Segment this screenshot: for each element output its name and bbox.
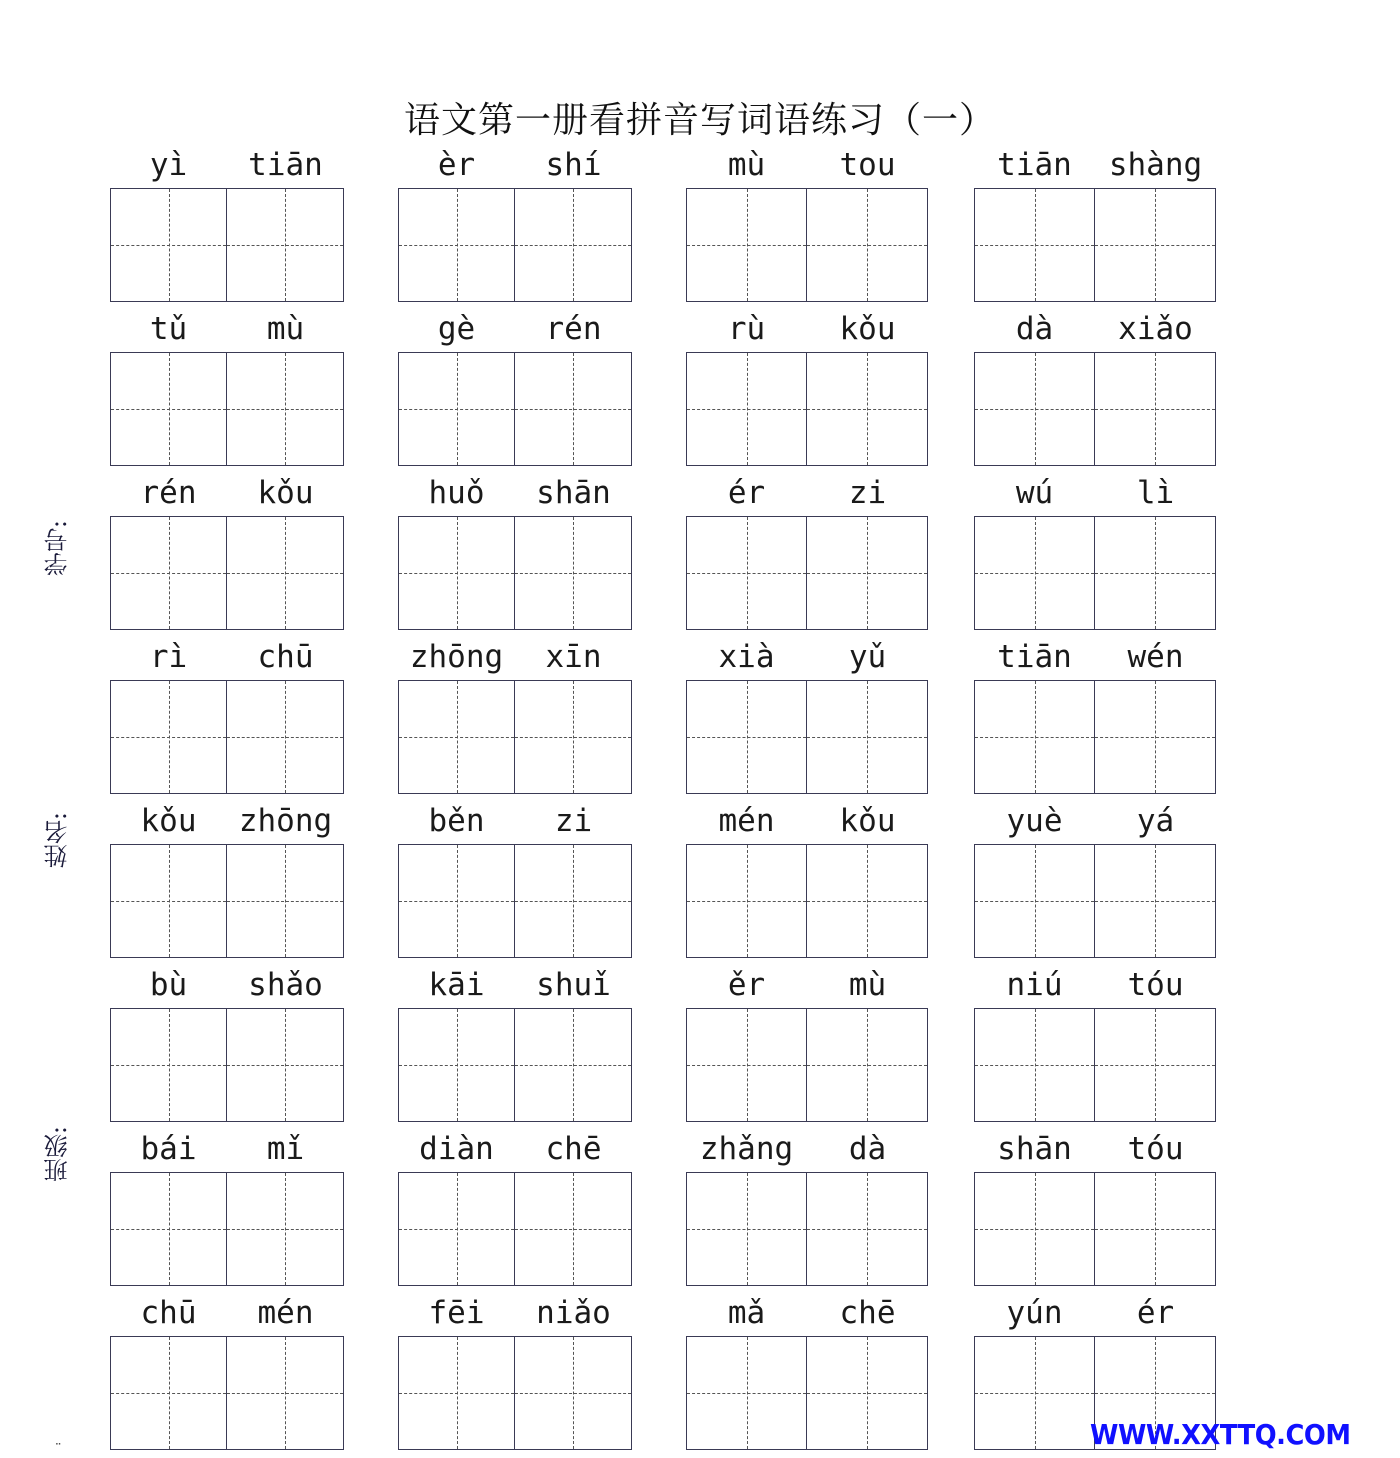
- pinyin-first: yún: [1006, 1295, 1063, 1331]
- guide-line-horizontal: [1095, 1065, 1215, 1066]
- guide-line-horizontal: [807, 409, 927, 410]
- guide-line-horizontal: [111, 409, 226, 410]
- pinyin-second: tiān: [248, 147, 323, 183]
- pinyin-second: mù: [848, 967, 887, 1003]
- pinyin-first: rén: [140, 475, 197, 511]
- guide-line-horizontal: [111, 737, 226, 738]
- guide-line-horizontal: [227, 573, 343, 574]
- pinyin-second: shàng: [1108, 147, 1203, 183]
- pinyin-second: rén: [545, 311, 602, 347]
- word-cell: [686, 1132, 928, 1292]
- writing-box[interactable]: [226, 516, 344, 630]
- guide-line-horizontal: [1095, 1229, 1215, 1230]
- pinyin-second: yá: [1136, 803, 1175, 839]
- word-cell: [398, 476, 632, 636]
- writing-box[interactable]: [806, 352, 928, 466]
- pinyin-second: shí: [545, 147, 602, 183]
- guide-line-horizontal: [515, 1393, 631, 1394]
- pinyin-second: niǎo: [536, 1295, 611, 1331]
- guide-line-horizontal: [687, 1393, 806, 1394]
- pinyin-second: mǐ: [266, 1131, 305, 1167]
- guide-line-horizontal: [975, 573, 1094, 574]
- word-cell: [110, 968, 344, 1128]
- pinyin-second: mén: [257, 1295, 314, 1331]
- guide-line-horizontal: [975, 1065, 1094, 1066]
- writing-box[interactable]: [226, 1336, 344, 1450]
- pinyin-first: fēi: [428, 1295, 485, 1331]
- class-label: 班级:: [44, 1126, 72, 1183]
- pinyin-second: chē: [545, 1131, 602, 1167]
- pinyin-first: xià: [718, 639, 775, 675]
- writing-box[interactable]: [398, 1336, 515, 1450]
- guide-line-horizontal: [975, 901, 1094, 902]
- writing-box[interactable]: [514, 844, 632, 958]
- pinyin-second: tóu: [1127, 1131, 1184, 1167]
- writing-box[interactable]: [110, 680, 227, 794]
- word-cell: [398, 640, 632, 800]
- word-cell: [110, 640, 344, 800]
- pinyin-second: shān: [536, 475, 611, 511]
- guide-line-horizontal: [807, 1065, 927, 1066]
- guide-line-horizontal: [515, 1229, 631, 1230]
- pinyin-second: lì: [1136, 475, 1175, 511]
- writing-box[interactable]: [686, 1336, 807, 1450]
- writing-box[interactable]: [686, 516, 807, 630]
- guide-line-horizontal: [975, 1393, 1094, 1394]
- guide-line-horizontal: [807, 245, 927, 246]
- writing-box[interactable]: [806, 188, 928, 302]
- word-cell: [974, 640, 1216, 800]
- writing-box[interactable]: [110, 188, 227, 302]
- guide-line-horizontal: [399, 409, 514, 410]
- pinyin-second: wén: [1127, 639, 1184, 675]
- guide-line-horizontal: [111, 245, 226, 246]
- writing-box[interactable]: [226, 352, 344, 466]
- word-cell: [110, 1132, 344, 1292]
- guide-line-horizontal: [687, 737, 806, 738]
- pinyin-first: ěr: [727, 967, 766, 1003]
- guide-line-horizontal: [1095, 409, 1215, 410]
- word-cell: [398, 312, 632, 472]
- word-cell: [110, 1296, 344, 1456]
- guide-line-horizontal: [227, 245, 343, 246]
- guide-line-horizontal: [227, 1065, 343, 1066]
- word-cell: [398, 1296, 632, 1456]
- guide-line-horizontal: [687, 1065, 806, 1066]
- guide-line-horizontal: [687, 1229, 806, 1230]
- word-cell: [686, 804, 928, 964]
- pinyin-first: chū: [140, 1295, 197, 1331]
- guide-line-horizontal: [515, 245, 631, 246]
- pinyin-first: mǎ: [727, 1295, 766, 1331]
- writing-box[interactable]: [974, 188, 1095, 302]
- pinyin-first: běn: [428, 803, 485, 839]
- writing-box[interactable]: [1094, 844, 1216, 958]
- guide-line-horizontal: [227, 1229, 343, 1230]
- guide-line-horizontal: [227, 901, 343, 902]
- guide-line-horizontal: [975, 245, 1094, 246]
- word-cell: [110, 476, 344, 636]
- pinyin-first: tiān: [997, 147, 1072, 183]
- guide-line-horizontal: [515, 573, 631, 574]
- pinyin-second: xīn: [545, 639, 602, 675]
- word-cell: [974, 476, 1216, 636]
- guide-line-horizontal: [687, 245, 806, 246]
- pinyin-first: rù: [727, 311, 766, 347]
- guide-line-horizontal: [975, 737, 1094, 738]
- guide-line-horizontal: [1095, 901, 1215, 902]
- writing-box[interactable]: [974, 516, 1095, 630]
- word-cell: [686, 476, 928, 636]
- pinyin-first: yuè: [1006, 803, 1063, 839]
- pinyin-first: yì: [149, 147, 188, 183]
- word-cell: [110, 148, 344, 308]
- guide-line-horizontal: [515, 1065, 631, 1066]
- pinyin-first: dà: [1015, 311, 1054, 347]
- site-watermark: WWW.XXTTQ.COM: [1090, 1418, 1351, 1451]
- pinyin-first: tǔ: [149, 311, 188, 347]
- guide-line-horizontal: [515, 737, 631, 738]
- writing-box[interactable]: [398, 352, 515, 466]
- word-cell: [974, 148, 1216, 308]
- writing-box[interactable]: [686, 188, 807, 302]
- writing-box[interactable]: [514, 188, 632, 302]
- word-cell: [398, 148, 632, 308]
- pinyin-second: chū: [257, 639, 314, 675]
- writing-box[interactable]: [686, 1172, 807, 1286]
- guide-line-horizontal: [111, 1065, 226, 1066]
- writing-box[interactable]: [806, 516, 928, 630]
- writing-box[interactable]: [226, 1008, 344, 1122]
- writing-box[interactable]: [806, 680, 928, 794]
- word-cell: [686, 148, 928, 308]
- word-cell: [110, 804, 344, 964]
- pinyin-second: tóu: [1127, 967, 1184, 1003]
- writing-box[interactable]: [514, 516, 632, 630]
- writing-box[interactable]: [974, 680, 1095, 794]
- writing-box[interactable]: [110, 516, 227, 630]
- writing-box[interactable]: [806, 1008, 928, 1122]
- writing-box[interactable]: [686, 680, 807, 794]
- writing-box[interactable]: [398, 1008, 515, 1122]
- page-title: 语文第一册看拼音写词语练习（一）: [403, 100, 996, 141]
- writing-box[interactable]: [514, 1172, 632, 1286]
- pinyin-second: shǎo: [248, 967, 323, 1003]
- pinyin-first: bái: [140, 1131, 197, 1167]
- stray-mark: ¨: [54, 1442, 63, 1458]
- pinyin-second: zhōng: [238, 803, 333, 839]
- guide-line-horizontal: [687, 573, 806, 574]
- guide-line-horizontal: [515, 901, 631, 902]
- writing-box[interactable]: [226, 680, 344, 794]
- pinyin-first: huǒ: [428, 475, 485, 511]
- guide-line-horizontal: [975, 409, 1094, 410]
- writing-box[interactable]: [974, 1008, 1095, 1122]
- pinyin-first: niú: [1006, 967, 1063, 1003]
- pinyin-second: shuǐ: [536, 967, 611, 1003]
- word-cell: [686, 968, 928, 1128]
- guide-line-horizontal: [227, 409, 343, 410]
- guide-line-horizontal: [807, 901, 927, 902]
- guide-line-horizontal: [111, 573, 226, 574]
- guide-line-horizontal: [807, 1229, 927, 1230]
- guide-line-horizontal: [687, 901, 806, 902]
- pinyin-first: èr: [437, 147, 476, 183]
- guide-line-horizontal: [1095, 573, 1215, 574]
- word-cell: [974, 804, 1216, 964]
- guide-line-horizontal: [399, 901, 514, 902]
- pinyin-second: tou: [839, 147, 896, 183]
- pinyin-first: kǒu: [140, 803, 197, 839]
- word-cell: [686, 1296, 928, 1456]
- writing-box[interactable]: [974, 1172, 1095, 1286]
- guide-line-horizontal: [227, 1393, 343, 1394]
- guide-line-horizontal: [1095, 245, 1215, 246]
- guide-line-horizontal: [111, 1229, 226, 1230]
- guide-line-horizontal: [399, 573, 514, 574]
- pinyin-first: shān: [997, 1131, 1072, 1167]
- writing-box[interactable]: [110, 1008, 227, 1122]
- writing-box[interactable]: [806, 1172, 928, 1286]
- word-cell: [398, 804, 632, 964]
- word-cell: [974, 1132, 1216, 1292]
- pinyin-first: gè: [437, 311, 476, 347]
- guide-line-horizontal: [1095, 1393, 1215, 1394]
- writing-box[interactable]: [1094, 516, 1216, 630]
- pinyin-first: bù: [149, 967, 188, 1003]
- writing-box[interactable]: [398, 1172, 515, 1286]
- pinyin-first: rì: [149, 639, 188, 675]
- word-cell: [686, 312, 928, 472]
- writing-box[interactable]: [514, 680, 632, 794]
- writing-box[interactable]: [974, 352, 1095, 466]
- pinyin-second: zi: [554, 803, 593, 839]
- writing-box[interactable]: [226, 844, 344, 958]
- word-cell: [398, 968, 632, 1128]
- writing-box[interactable]: [514, 1008, 632, 1122]
- pinyin-first: diàn: [419, 1131, 494, 1167]
- writing-box[interactable]: [974, 1336, 1095, 1450]
- guide-line-horizontal: [515, 409, 631, 410]
- writing-box[interactable]: [226, 188, 344, 302]
- guide-line-horizontal: [807, 1393, 927, 1394]
- word-cell: [686, 640, 928, 800]
- writing-box[interactable]: [974, 844, 1095, 958]
- pinyin-first: wú: [1015, 475, 1054, 511]
- writing-box[interactable]: [514, 1336, 632, 1450]
- writing-box[interactable]: [686, 1008, 807, 1122]
- pinyin-second: kǒu: [257, 475, 314, 511]
- guide-line-horizontal: [807, 573, 927, 574]
- word-cell: [110, 312, 344, 472]
- pinyin-second: mù: [266, 311, 305, 347]
- pinyin-second: kǒu: [839, 803, 896, 839]
- pinyin-first: mù: [727, 147, 766, 183]
- word-cell: [974, 312, 1216, 472]
- guide-line-horizontal: [111, 901, 226, 902]
- name-label: 姓名:: [44, 812, 72, 869]
- writing-box[interactable]: [1094, 352, 1216, 466]
- guide-line-horizontal: [807, 737, 927, 738]
- writing-box[interactable]: [398, 516, 515, 630]
- word-cell: [398, 1132, 632, 1292]
- writing-box[interactable]: [806, 1336, 928, 1450]
- writing-box[interactable]: [1094, 1172, 1216, 1286]
- pinyin-second: chē: [839, 1295, 896, 1331]
- pinyin-second: xiǎo: [1118, 311, 1193, 347]
- pinyin-second: kǒu: [839, 311, 896, 347]
- writing-box[interactable]: [110, 1172, 227, 1286]
- writing-box[interactable]: [686, 844, 807, 958]
- guide-line-horizontal: [687, 409, 806, 410]
- writing-box[interactable]: [110, 1336, 227, 1450]
- writing-box[interactable]: [398, 188, 515, 302]
- writing-box[interactable]: [806, 844, 928, 958]
- student-id-label: 学号:: [44, 520, 72, 577]
- writing-box[interactable]: [514, 352, 632, 466]
- guide-line-horizontal: [399, 245, 514, 246]
- writing-box[interactable]: [226, 1172, 344, 1286]
- pinyin-first: zhǎng: [699, 1131, 794, 1167]
- writing-box[interactable]: [110, 352, 227, 466]
- pinyin-first: ér: [727, 475, 766, 511]
- guide-line-horizontal: [975, 1229, 1094, 1230]
- writing-box[interactable]: [686, 352, 807, 466]
- guide-line-horizontal: [399, 1393, 514, 1394]
- writing-box[interactable]: [1094, 1008, 1216, 1122]
- pinyin-first: kāi: [428, 967, 485, 1003]
- writing-box[interactable]: [1094, 680, 1216, 794]
- word-cell: [974, 968, 1216, 1128]
- pinyin-second: dà: [848, 1131, 887, 1167]
- pinyin-first: mén: [718, 803, 775, 839]
- pinyin-second: yǔ: [848, 639, 887, 675]
- pinyin-second: zi: [848, 475, 887, 511]
- writing-box[interactable]: [398, 680, 515, 794]
- pinyin-first: zhōng: [409, 639, 504, 675]
- guide-line-horizontal: [1095, 737, 1215, 738]
- pinyin-second: ér: [1136, 1295, 1175, 1331]
- writing-box[interactable]: [110, 844, 227, 958]
- writing-box[interactable]: [1094, 188, 1216, 302]
- pinyin-first: tiān: [997, 639, 1072, 675]
- guide-line-horizontal: [399, 1229, 514, 1230]
- writing-box[interactable]: [398, 844, 515, 958]
- guide-line-horizontal: [399, 1065, 514, 1066]
- guide-line-horizontal: [227, 737, 343, 738]
- guide-line-horizontal: [111, 1393, 226, 1394]
- guide-line-horizontal: [399, 737, 514, 738]
